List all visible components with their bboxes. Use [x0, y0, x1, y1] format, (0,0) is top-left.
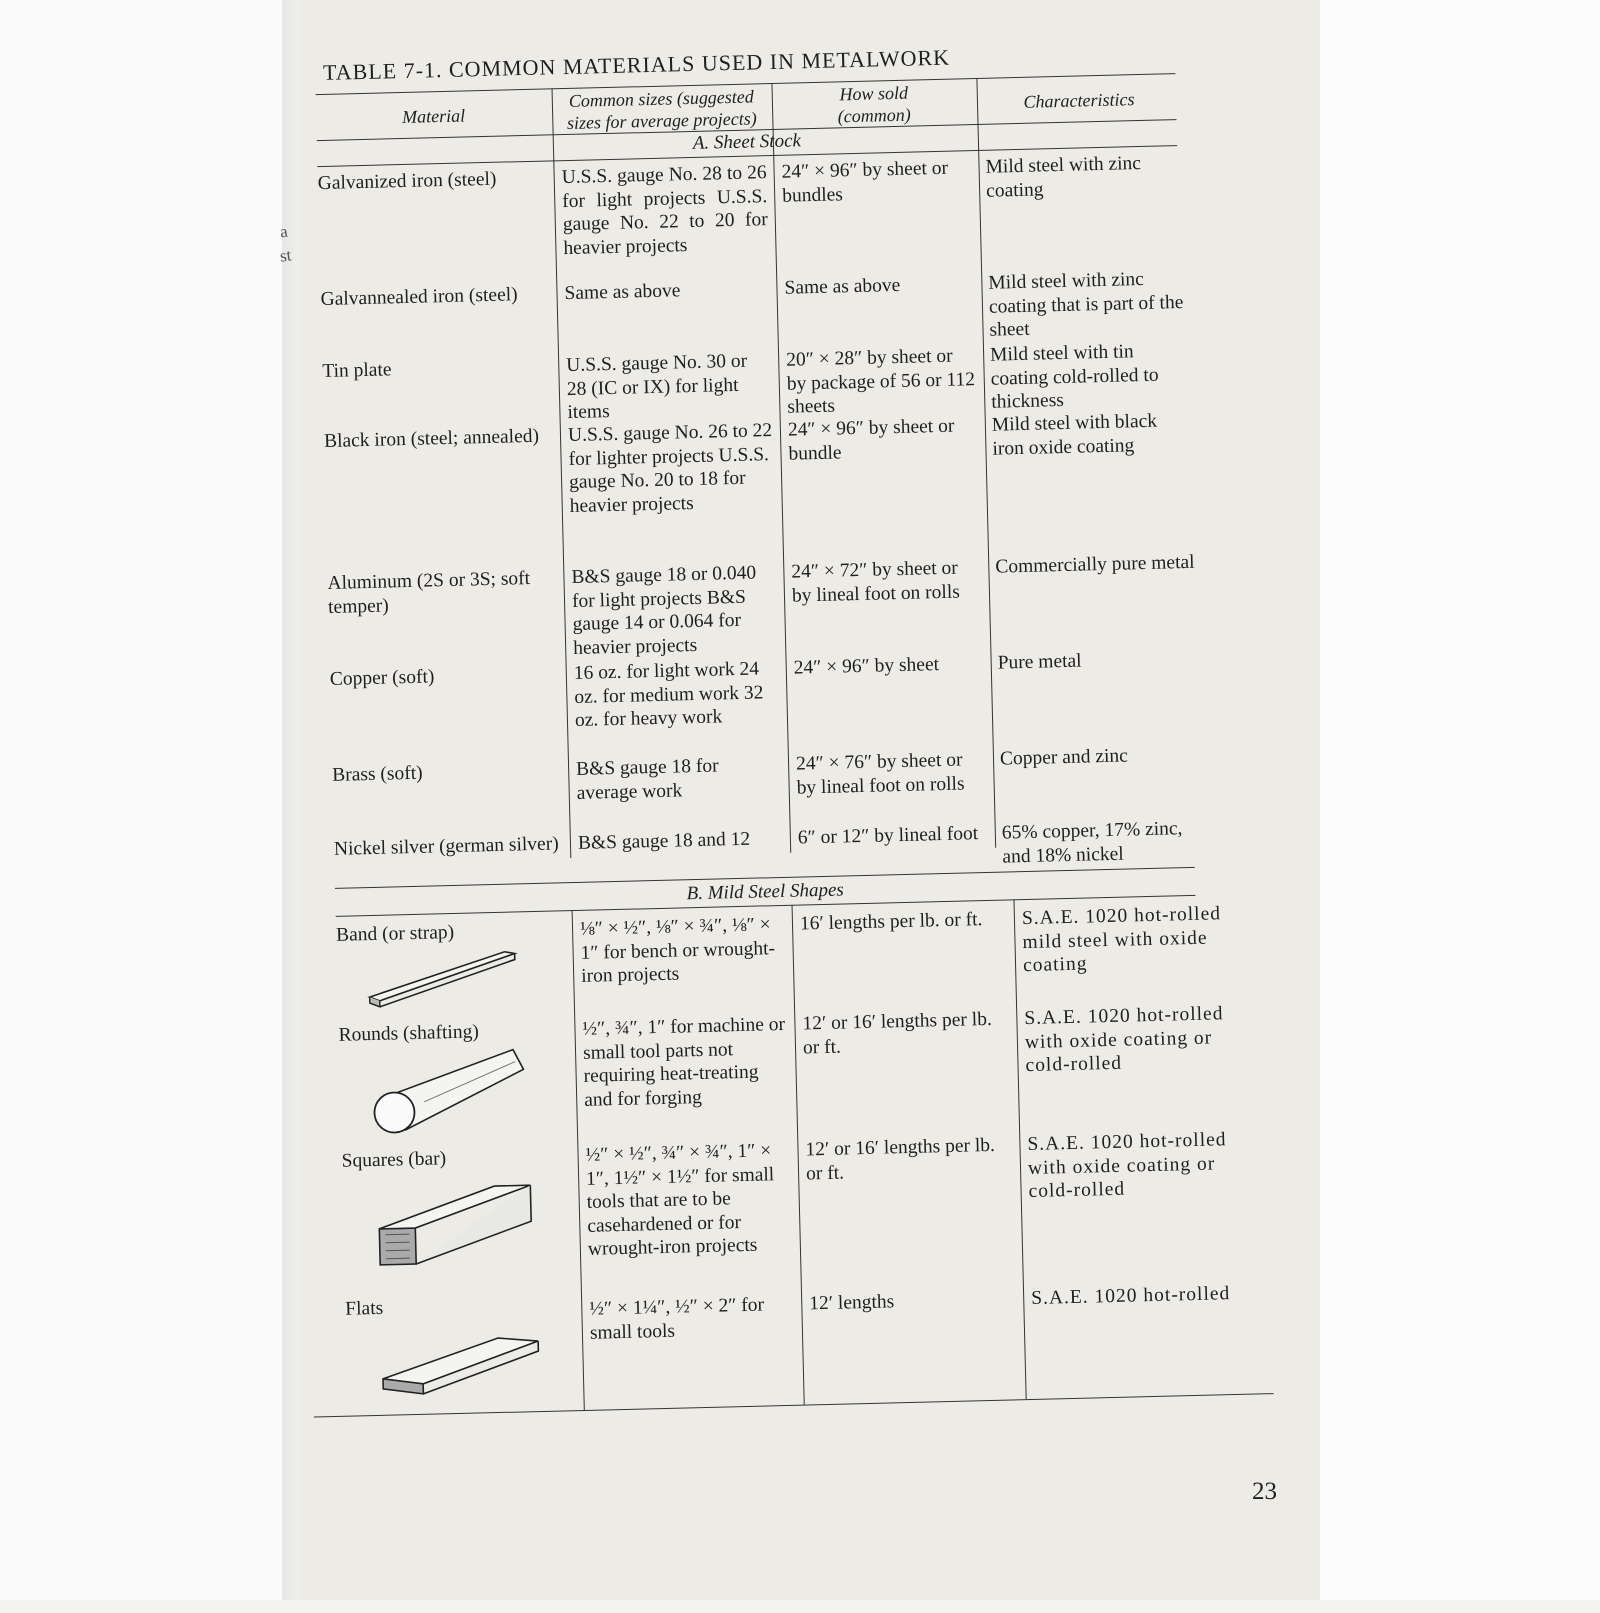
square-bar-illustration — [374, 1179, 546, 1273]
round-shaft-illustration — [363, 1041, 535, 1135]
row-a7-material: Nickel silver (german silver) — [334, 832, 570, 861]
row-a2-sizes: U.S.S. gauge No. 30 or 28 (IC or IX) for light items — [566, 350, 748, 424]
row-a1-sizes: Same as above — [564, 280, 681, 305]
row-a2-sold: 20″ × 28″ by sheet or by package of 56 or 112 sheets — [785, 345, 976, 418]
row-a5-sold: 24″ × 96″ by sheet — [793, 654, 940, 679]
row-b2-sold: 12′ or 16′ lengths per lb. or ft. — [805, 1134, 996, 1184]
row-b3-sold: 12′ lengths — [809, 1291, 895, 1315]
row-a2-material: Tin plate — [322, 354, 558, 383]
row-a6-material: Brass (soft) — [332, 758, 568, 787]
row-a6-sizes: B&S gauge 18 for average work — [575, 755, 719, 804]
previous-page-fragment-1: a — [278, 221, 289, 242]
flat-bar-illustration — [378, 1327, 550, 1411]
header-sizes-line1: Common sizes (suggested — [568, 86, 755, 111]
row-a4-material: Aluminum (2S or 3S; soft temper) — [327, 568, 531, 618]
header-sizes — [554, 85, 770, 134]
row-a4-sold: 24″ × 72″ by sheet or by lineal foot on rolls — [791, 557, 961, 607]
row-a7-sold: 6″ or 12″ by lineal foot — [797, 823, 979, 849]
row-a5-material: Copper (soft) — [330, 662, 566, 691]
header-sold-line2: (common) — [837, 104, 911, 127]
section-a-title: A. Sheet Stock — [692, 130, 802, 154]
row-a5-chars: Pure metal — [997, 650, 1082, 674]
row-b1-sizes: ½″, ¾″, 1″ for machine or small tool parts not requiring heat-treating and for forging — [582, 1013, 786, 1111]
header-sold — [773, 80, 974, 129]
row-b3-chars: S.A.E. 1020 hot-rolled — [1030, 1283, 1231, 1309]
row-b2-material: Squares (bar) — [341, 1144, 577, 1173]
row-a0-material: Galvanized iron (steel) — [317, 166, 553, 195]
row-a2-chars: Mild steel with tin coating cold-rolled to thickness — [989, 341, 1159, 413]
row-a4-sizes: B&S gauge 18 or 0.040 for light projects B&S gauge 14 or 0.064 for heavier projects — [571, 562, 757, 659]
header-sold-line1: How sold — [839, 82, 909, 105]
row-a6-sold: 24″ × 76″ by sheet or by lineal foot on rolls — [795, 749, 965, 799]
row-a5-sizes: 16 oz. for light work 24 oz. for medium work 32 oz. for heavy work — [573, 658, 764, 731]
table-sheet — [282, 0, 1341, 1612]
row-b3-material: Flats — [345, 1292, 581, 1321]
right-background — [1320, 0, 1600, 1600]
row-a0-sizes: U.S.S. gauge No. 28 to 26 for light projects U.S.S. gauge No. 22 to 20 for heavier projects — [561, 162, 769, 259]
row-b0-material: Band (or strap) — [336, 918, 572, 947]
row-b0-sold: 16′ lengths per lb. or ft. — [799, 909, 983, 935]
row-b2-sizes: ½″ × ½″, ¾″ × ¾″, 1″ × 1″, 1½″ × 1½″ for small tools that are to be casehardened or for wrought-iron projects — [585, 1140, 775, 1260]
row-b0-sizes: ⅛″ × ½″, ⅛″ × ¾″, ⅛″ × 1″ for bench or wrought-iron projects — [579, 914, 776, 987]
row-a1-chars: Mild steel with zinc coating that is part of the sheet — [988, 268, 1184, 341]
row-a0-sold: 24″ × 96″ by sheet or bundles — [781, 157, 949, 207]
table-title: TABLE 7-1. COMMON MATERIALS USED IN METALWORK — [322, 44, 951, 85]
header-characteristics: Characteristics — [1023, 89, 1135, 112]
row-b1-sold: 12′ or 16′ lengths per lb. or ft. — [802, 1008, 993, 1058]
section-b-title: B. Mild Steel Shapes — [686, 879, 845, 905]
page-number: 23 — [1252, 1478, 1277, 1505]
row-a6-chars: Copper and zinc — [999, 745, 1129, 770]
header-material: Material — [401, 105, 466, 128]
row-b0-chars: S.A.E. 1020 hot-rolled mild steel with oxide coating — [1021, 903, 1222, 977]
previous-page-fragment-2: st — [278, 245, 293, 266]
row-a3-sold: 24″ × 96″ by sheet or bundle — [787, 415, 955, 465]
row-b3-sizes: ½″ × 1¼″, ½″ × 2″ for small tools — [589, 1294, 765, 1344]
row-a1-material: Galvannealed iron (steel) — [320, 282, 556, 311]
row-a3-material: Black iron (steel; annealed) — [324, 424, 560, 453]
row-a7-chars: 65% copper, 17% zinc, and 18% nickel — [1001, 818, 1183, 868]
left-background — [0, 0, 282, 1600]
band-strap-illustration — [364, 945, 525, 1009]
header-sizes-line2: sizes for average projects) — [566, 108, 757, 133]
row-a4-chars: Commercially pure metal — [995, 551, 1195, 578]
row-b1-material: Rounds (shafting) — [338, 1018, 574, 1047]
row-b1-chars: S.A.E. 1020 hot-rolled with oxide coating or cold-rolled — [1024, 1003, 1224, 1077]
row-a3-chars: Mild steel with black iron oxide coating — [991, 410, 1158, 460]
row-a3-sizes: U.S.S. gauge No. 26 to 22 for lighter projects U.S.S. gauge No. 20 to 18 for heavier projects — [567, 420, 773, 517]
row-a1-sold: Same as above — [784, 274, 901, 299]
row-a0-chars: Mild steel with zinc coating — [985, 152, 1142, 202]
row-b2-chars: S.A.E. 1020 hot-rolled with oxide coating or cold-rolled — [1027, 1129, 1227, 1203]
row-a7-sizes: B&S gauge 18 and 12 — [577, 828, 751, 854]
